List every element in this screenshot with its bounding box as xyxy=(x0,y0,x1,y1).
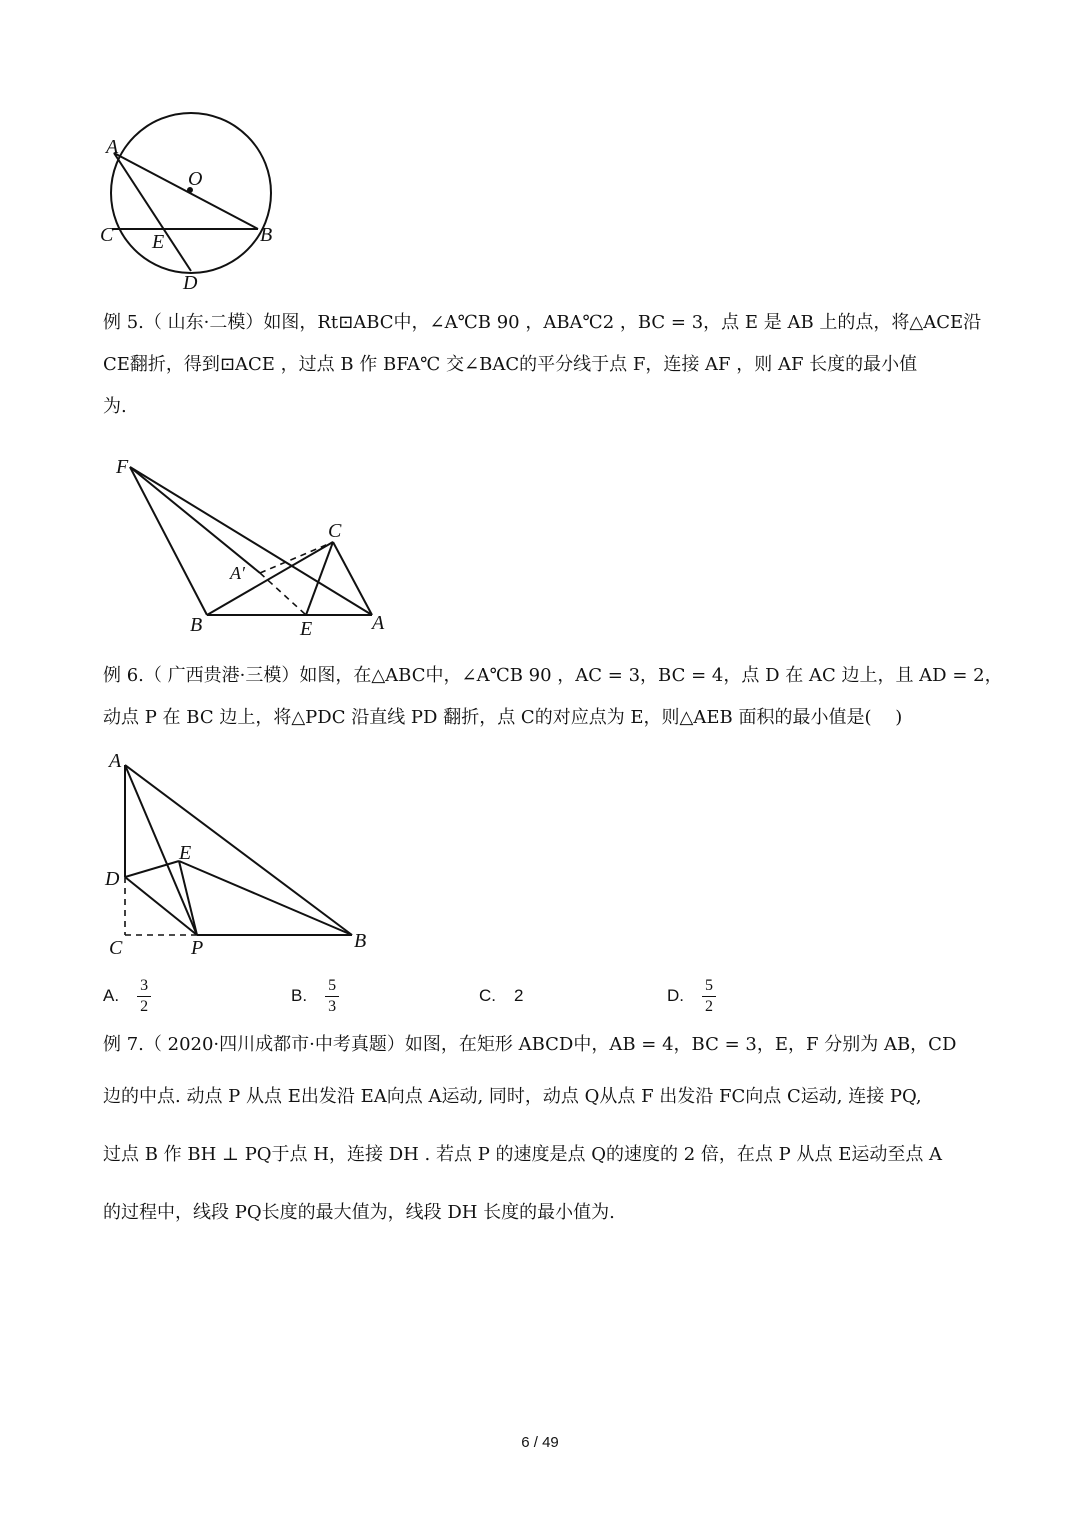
example-6-line-1: 例 6.（ 广西贵港·三模）如图，在△ABC中，∠A℃B 90 ，AC = 3，BC = 4，点 D 在 AC 边上，且 AD = 2， xyxy=(103,665,1003,686)
label-o: O xyxy=(188,168,203,190)
segment-ad xyxy=(114,153,191,271)
option-b-letter: B. xyxy=(291,986,308,1005)
example-5-line-1: 例 5.（ 山东·二模）如图，Rt⊡ABC中，∠A℃B 90 ，ABA℃2 ，BC = 3，点 E 是 AB 上的点，将△ACE沿 xyxy=(103,312,982,333)
segment-dp xyxy=(125,877,197,935)
segment-fb xyxy=(130,467,207,615)
option-d-denominator: 2 xyxy=(705,997,713,1015)
segment-fa-prime xyxy=(130,467,260,573)
option-d-fraction xyxy=(702,976,716,1017)
label-c: C xyxy=(100,224,114,246)
figure-fold-diagram xyxy=(110,455,400,640)
option-d-letter: D. xyxy=(667,986,684,1005)
option-a-letter: A. xyxy=(103,986,120,1005)
label-c: C xyxy=(328,520,342,542)
label-p: P xyxy=(191,937,204,959)
option-c-value: 2 xyxy=(514,986,524,1005)
segment-eb xyxy=(179,861,352,935)
segment-ab xyxy=(125,765,352,935)
option-a-numerator: 3 xyxy=(140,976,149,994)
figure-right-triangle-diagram xyxy=(95,745,385,965)
option-c[interactable] xyxy=(479,968,523,1024)
label-d: D xyxy=(183,272,198,294)
example-7-line-3: 过点 B 作 BH ⊥ PQ于点 H，连接 DH . 若点 P 的速度是点 Q的速度的 2 倍，在点 P 从点 E运动至点 A xyxy=(103,1144,943,1165)
figure-circle-diagram xyxy=(90,105,290,295)
label-b: B xyxy=(260,224,273,246)
label-a: A xyxy=(109,750,122,772)
label-e: E xyxy=(179,842,192,864)
example-5-tail: . xyxy=(121,396,127,417)
option-b-numerator: 5 xyxy=(328,976,337,994)
example-5-line-2: CE翻折，得到⊡ACE ，过点 B 作 BFA℃ 交∠BAC的平分线于点 F，连接 AF ，则 AF 长度的最小值 xyxy=(103,354,918,375)
option-a-fraction xyxy=(137,976,151,1017)
option-b-denominator: 3 xyxy=(328,997,337,1015)
example-7-line-4 xyxy=(103,1184,983,1240)
answer-options xyxy=(103,968,983,1024)
label-d: D xyxy=(105,868,120,890)
option-d-numerator: 5 xyxy=(705,976,713,994)
example-5-line-3-text: 为 xyxy=(103,396,121,417)
label-e: E xyxy=(300,618,313,640)
example-5-line-3 xyxy=(103,386,983,428)
label-a: A xyxy=(106,136,119,158)
example-6-line-2: 动点 P 在 BC 边上，将△PDC 沿直线 PD 翻折，点 C的对应点为 E，则△AEB 面积的最小值是( ) xyxy=(103,707,903,728)
example-7-line-2: 边的中点. 动点 P 从点 E出发沿 EA向点 A运动, 同时，动点 Q从点 F 出发沿 FC向点 C运动, 连接 PQ, xyxy=(103,1086,922,1107)
example-7-line-4-part-b: ，线段 DH 长度的最小值为 xyxy=(387,1202,610,1223)
label-e: E xyxy=(152,231,165,253)
example-7-line-4-part-a: 的过程中，线段 PQ长度的最大值为 xyxy=(103,1202,388,1223)
page-number: 6 / 49 xyxy=(521,1434,559,1451)
segment-ab xyxy=(114,153,258,229)
option-a-denominator: 2 xyxy=(140,997,149,1015)
label-a-prime: A′ xyxy=(230,563,245,583)
option-a[interactable] xyxy=(103,968,151,1024)
label-c: C xyxy=(109,937,123,959)
option-d[interactable] xyxy=(667,968,716,1024)
example-7-line-1: 例 7.（ 2020·四川成都市·中考真题）如图，在矩形 ABCD中，AB = 4，BC = 3，E，F 分别为 AB，CD xyxy=(103,1034,957,1055)
segment-ce xyxy=(306,542,333,615)
option-b-fraction xyxy=(325,976,339,1017)
label-f: F xyxy=(116,456,129,478)
label-a: A xyxy=(372,612,385,634)
label-b: B xyxy=(354,930,367,952)
option-b[interactable] xyxy=(291,968,339,1024)
label-b: B xyxy=(190,614,203,636)
example-6-text xyxy=(103,655,1003,739)
example-7-tail: . xyxy=(609,1202,615,1223)
example-5-text xyxy=(103,302,983,428)
option-c-letter: C. xyxy=(479,986,496,1005)
example-7-text xyxy=(103,1022,983,1240)
